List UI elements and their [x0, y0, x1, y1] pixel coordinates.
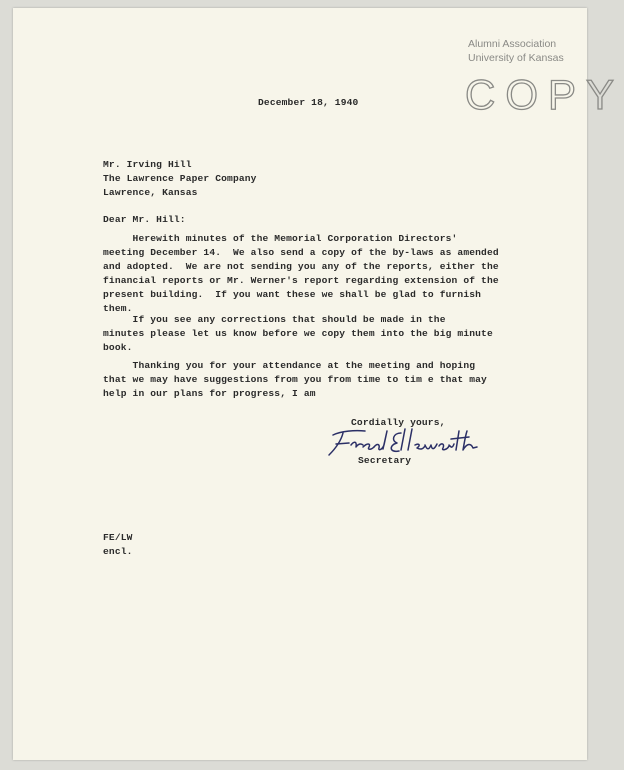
body-line: and adopted. We are not sending you any of the reports, either the — [103, 261, 499, 272]
stamp-university-line: University of Kansas — [468, 52, 564, 64]
enclosure-notation: encl. — [103, 546, 133, 557]
body-line: book. — [103, 342, 133, 353]
stamp-org-line: Alumni Association — [468, 38, 557, 50]
body-line: present building. If you want these we shall be glad to furnish — [103, 289, 482, 300]
copy-stamp: COPY — [465, 71, 624, 118]
body-line: help in our plans for progress, I am — [103, 388, 316, 399]
body-line: them. — [103, 303, 133, 314]
recipient-line: The Lawrence Paper Company — [103, 173, 257, 184]
salutation: Dear Mr. Hill: — [103, 214, 186, 225]
body-line: meeting December 14. We also send a copy of the by-laws as amended — [103, 247, 499, 258]
body-line: Herewith minutes of the Memorial Corporation Directors' — [103, 233, 458, 244]
recipient-line: Lawrence, Kansas — [103, 187, 198, 198]
letter-page — [13, 8, 624, 760]
body-line: that we may have suggestions from you from time to tim e that may — [103, 374, 487, 385]
signer-title: Secretary — [358, 455, 412, 466]
reference-initials: FE/LW — [103, 532, 133, 543]
body-line: financial reports or Mr. Werner's report regarding extension of the — [103, 275, 499, 286]
letter-date: December 18, 1940 — [258, 97, 359, 108]
complimentary-closing: Cordially yours, — [351, 417, 446, 428]
body-line: If you see any corrections that should be made in the — [103, 314, 446, 325]
body-line: Thanking you for your attendance at the meeting and hoping — [103, 360, 476, 371]
recipient-line: Mr. Irving Hill — [103, 159, 192, 170]
body-line: minutes please let us know before we copy them into the big minute — [103, 328, 493, 339]
